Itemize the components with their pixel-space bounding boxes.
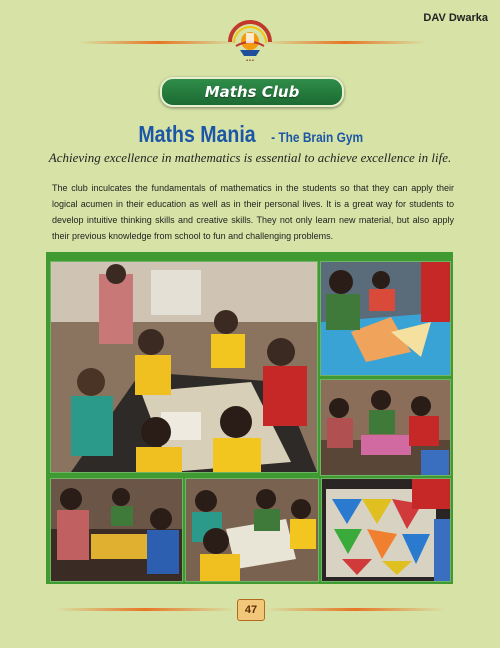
photo-main	[50, 261, 318, 473]
page-number: 47	[237, 599, 265, 621]
school-name: DAV Dwarka	[423, 12, 488, 24]
header-rule-left	[78, 41, 238, 44]
header-rule-right	[262, 41, 427, 44]
photo-bottom-middle	[185, 478, 319, 582]
club-banner-label: Maths Club	[204, 83, 300, 101]
title-main: Maths Mania	[138, 121, 257, 147]
title-sub: - The Brain Gym	[271, 129, 364, 145]
dav-emblem-icon	[222, 14, 278, 64]
photo-bottom-left	[50, 478, 183, 582]
tagline: Achieving excellence in mathematics is essential to achieve excellence in life.	[48, 150, 452, 165]
body-paragraph: The club inculcates the fundamentals of mathematics in the students so that they can apply their logical acumen in their education as well as in their personal lives. It is a great way for students to develop intuitive thinking skills and creative skills. They not only learn new material, but also apply their previous knowledge from school to fun and challenging problems.	[52, 183, 454, 241]
photo-top-right	[320, 261, 451, 376]
photo-middle-right	[320, 379, 451, 476]
club-banner	[160, 77, 344, 107]
footer-rule-right	[265, 608, 445, 611]
photo-bottom-right	[321, 478, 451, 582]
page-title	[0, 121, 500, 148]
footer-rule-left	[55, 608, 235, 611]
photo-collage	[46, 252, 453, 584]
svg-text:•••: •••	[245, 58, 255, 64]
